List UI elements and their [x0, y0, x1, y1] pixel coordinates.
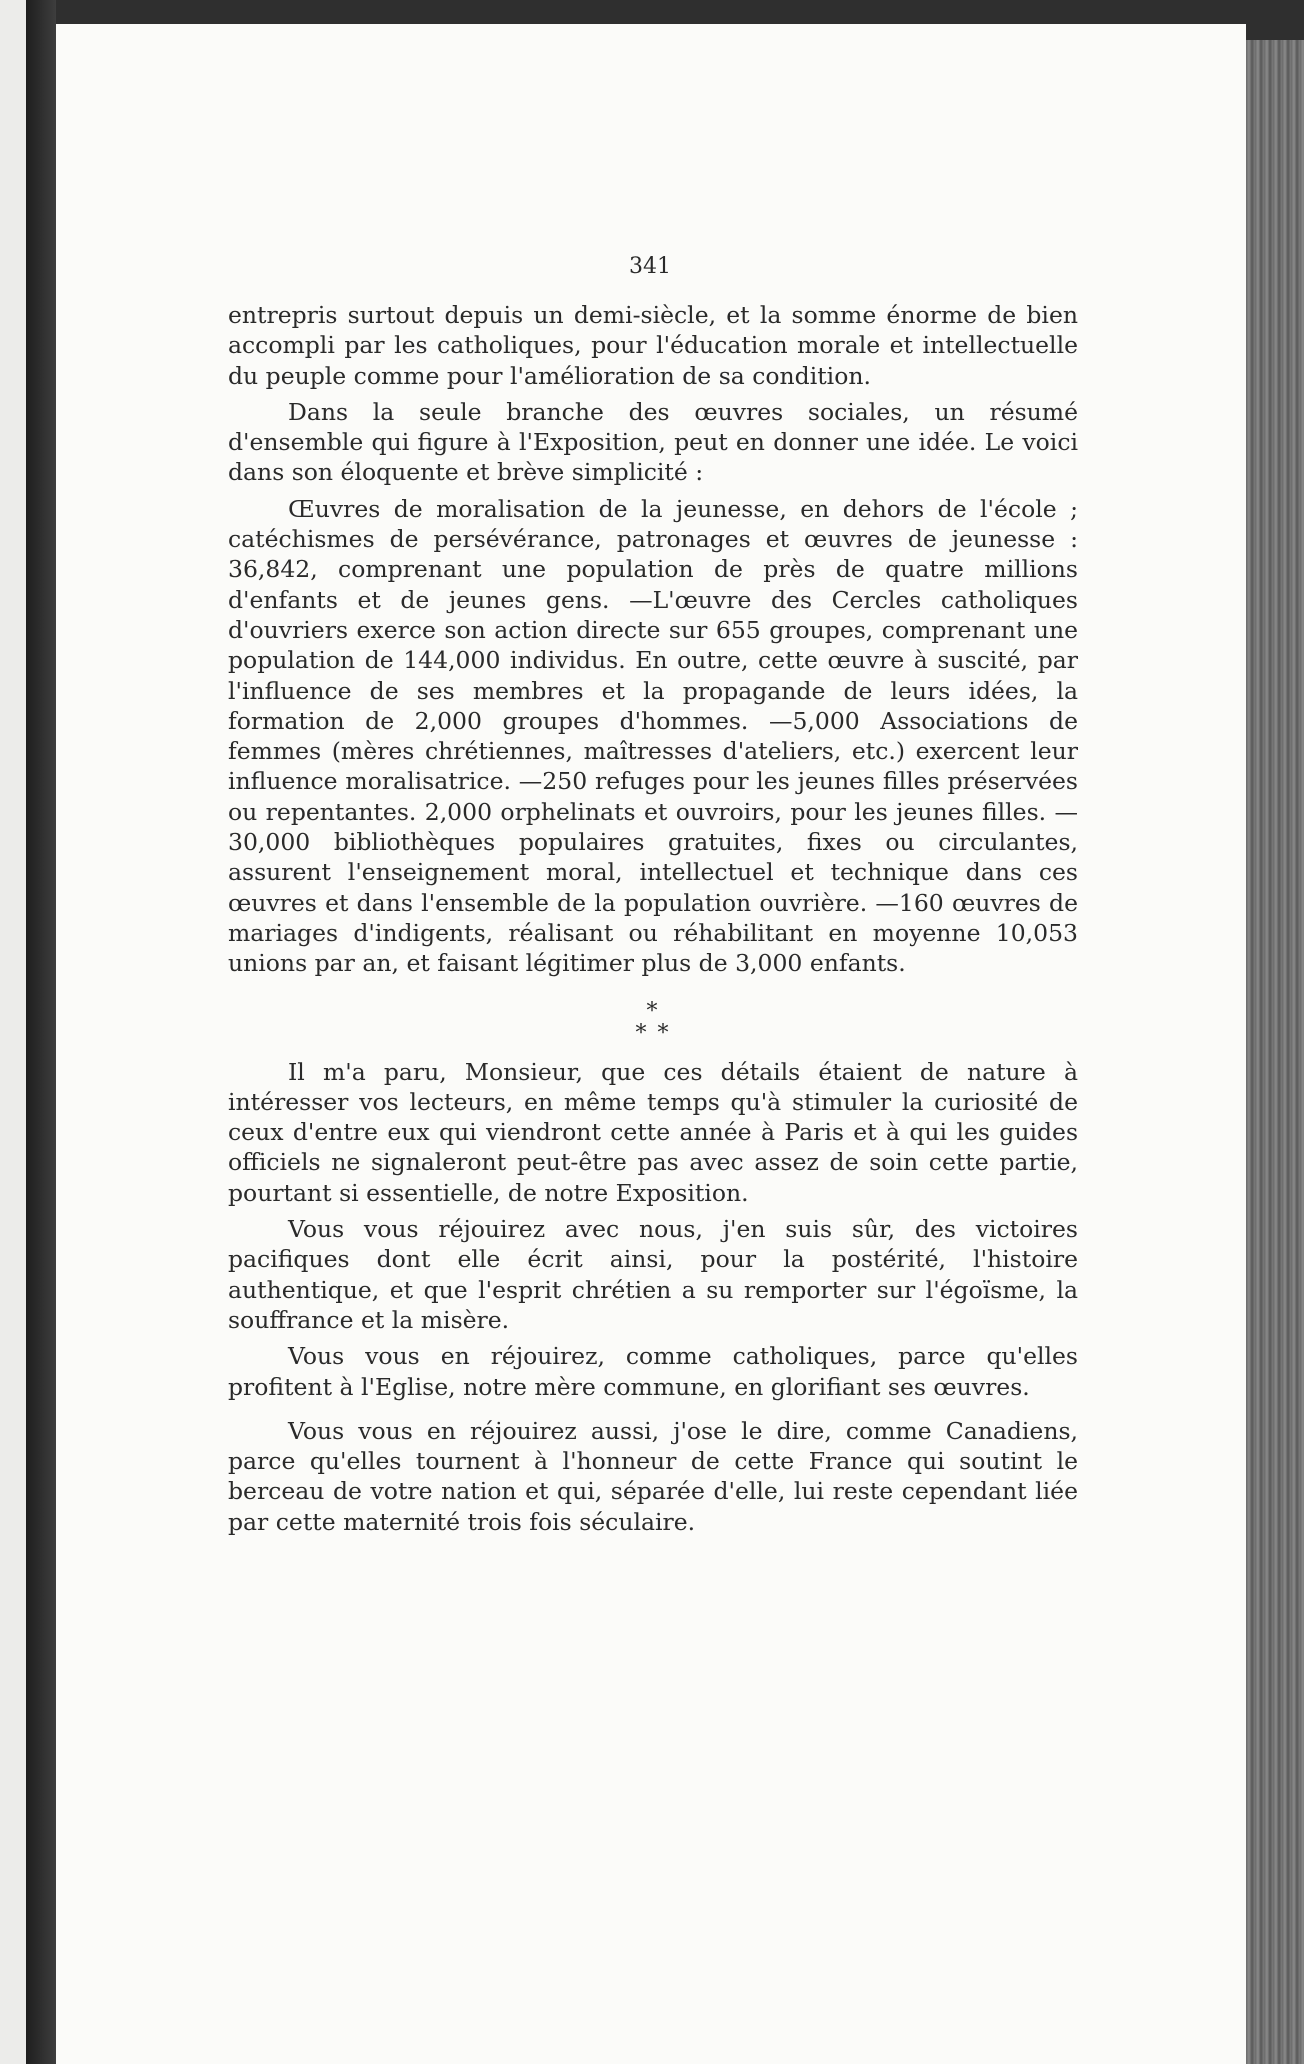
paragraph: Dans la seule branche des œuvres sociales, un résumé d'ensemble qui figure à l'Exposition, peut en donner une idée. Le voici dans son éloquente et brève simplicité : [228, 397, 1078, 487]
paragraph: entrepris surtout depuis un demi-siècle, et la somme énorme de bien accompli par les catholiques, pour l'éducation morale et intellectuelle du peuple comme pour l'amélioration de sa condition. [228, 301, 1078, 390]
left-page-edge [0, 0, 26, 2064]
paragraph: Vous vous en réjouirez, comme catholiques, parce qu'elles profitent à l'Eglise, notre mère commune, en glorifiant ses œuvres. [228, 1342, 1078, 1401]
separator-stars: * * [635, 1020, 671, 1046]
page-number: 341 [629, 254, 671, 279]
separator-star: * [646, 998, 660, 1024]
section-separator [228, 998, 1078, 1046]
page-edges [1246, 40, 1304, 2064]
paragraph: Œuvres de moralisation de la jeunesse, en dehors de l'école ; catéchismes de persévérance, patronages et œuvres de jeunesse : 36,842, comprenant une population de près de quatre millions d'enfants et de jeunes gens. —L'œuvre des Cercles catholiques d'ouvriers exerce son action directe sur 655 groupes, comprenant une population de 144,000 individus. En outre, cette œuvre à suscité, par l'influence de ses membres et la propagande de leurs idées, la formation de 2,000 groupes d'hommes. —5,000 Associations de femmes (mères chrétiennes, maîtresses d'ateliers, etc.) exercent leur influence moralisatrice. —250 refuges pour les jeunes filles préservées ou repentantes. 2,000 orphelinats et ouvroirs, pour les jeunes filles. —30,000 bibliothèques populaires gratuites, fixes ou circulantes, assurent l'enseignement moral, intellectuel et technique dans ces œuvres et dans l'ensemble de la population ouvrière. —160 œuvres de mariages d'indigents, réalisant ou réhabilitant en moyenne 10,053 unions par an, et faisant légitimer plus de 3,000 enfants. [228, 494, 1078, 978]
paragraph: Il m'a paru, Monsieur, que ces détails étaient de nature à intéresser vos lecteurs, en même temps qu'à stimuler la curiosité de ceux d'entre eux qui viendront cette année à Paris et à qui les guides officiels ne signaleront peut-être pas avec assez de soin cette partie, pourtant si essentielle, de notre Exposition. [228, 1057, 1078, 1207]
body-text [228, 300, 1078, 1543]
paragraph: Vous vous réjouirez avec nous, j'en suis sûr, des victoires pacifiques dont elle écrit ainsi, pour la postérité, l'histoire authentique, et que l'esprit chrétien a su remporter sur l'égoïsme, la souffrance et la misère. [228, 1215, 1078, 1334]
paragraph: Vous vous en réjouirez aussi, j'ose le dire, comme Canadiens, parce qu'elles tournent à l'honneur de cette France qui soutint le berceau de votre nation et qui, séparée d'elle, lui reste cependant liée par cette maternité trois fois séculaire. [228, 1416, 1078, 1536]
gutter-shadow [26, 0, 56, 2064]
